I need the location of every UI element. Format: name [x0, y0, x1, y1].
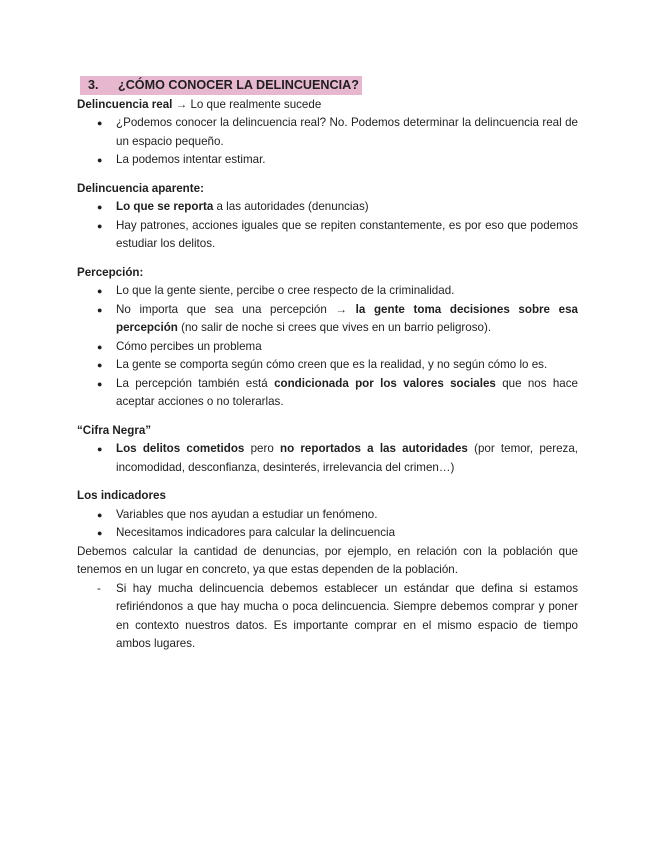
bullet-icon: ● [97, 444, 103, 454]
list-item-text: (no salir de noche si crees que vives en un barrio peligroso). [181, 321, 492, 334]
emphasis: Lo que se reporta [116, 200, 214, 213]
aparente-title: Delincuencia aparente: [77, 181, 204, 195]
section-number: 3. [88, 78, 99, 92]
indicadores-paragraph: Debemos calcular la cantidad de denuncias, por ejemplo, en relación con la población que tenemos en un lugar en concreto, ya que estas dependen de la población. [77, 544, 578, 576]
bullet-icon: ● [97, 220, 103, 231]
list-item [77, 114, 578, 151]
list-item-text: Lo que la gente siente, percibe o cree respecto de la criminalidad. [116, 284, 455, 297]
list-item-text: La podemos intentar estimar. [116, 153, 266, 166]
list-item [77, 301, 578, 338]
list-item-text: La gente se comporta según cómo creen que es la realidad, y no según cómo lo es. [116, 358, 548, 371]
emphasis: Los delitos cometidos [116, 442, 245, 455]
list-item [77, 151, 578, 170]
percepcion-title: Percepción: [77, 265, 144, 279]
list-item-text: Hay patrones, acciones iguales que se repiten constantemente, es por eso que podemos estudiar los delitos. [116, 218, 578, 250]
list-item-text: ¿Podemos conocer la delincuencia real? No. Podemos determinar la delincuencia real de un espacio pequeño. [116, 116, 578, 148]
list-item [77, 356, 578, 375]
real-list [77, 114, 578, 170]
emphasis: la gente toma decisiones sobre esa percepción [116, 302, 578, 334]
real-heading [77, 96, 578, 115]
emphasis: condicionada por los valores sociales [274, 376, 496, 390]
bullet-icon: ● [97, 360, 103, 370]
real-subtitle: Lo que realmente sucede [190, 97, 322, 111]
list-item [77, 506, 578, 525]
dash-list [77, 580, 578, 654]
emphasis: no reportados a las autoridades [280, 442, 468, 455]
list-item-text: Necesitamos indicadores para calcular la delincuencia [116, 526, 396, 539]
list-item [77, 580, 578, 654]
arrow-glyph: → [175, 97, 188, 111]
list-item [77, 217, 578, 254]
indicadores-list [77, 506, 578, 543]
dash-icon: - [97, 581, 101, 595]
list-item-text: Si hay mucha delincuencia debemos establecer un estándar que defina si estamos refiriéndonos a que hay mucha o poca delincuencia. Siempre debemos comprar y poner en contexto nuestros datos. Es importante comprar en el mismo espacio de tiempo ambos lugares. [116, 581, 578, 650]
bullet-icon: ● [97, 118, 103, 128]
cifra-list [77, 440, 578, 477]
section-title: ¿CÓMO CONOCER LA DELINCUENCIA? [118, 78, 359, 92]
list-item-text: Cómo percibes un problema [116, 339, 262, 353]
list-item [77, 375, 578, 412]
bullet-icon: ● [97, 202, 103, 212]
cifra-title: “Cifra Negra” [77, 423, 152, 437]
list-item-text: (por temor, pereza, incomodidad, desconfianza, desinterés, irrelevancia del crimen…) [116, 442, 578, 474]
list-item [77, 440, 578, 477]
aparente-list [77, 198, 578, 254]
section-heading [80, 76, 362, 95]
list-item-text: a las autoridades (denuncias) [216, 200, 369, 213]
bullet-icon: ● [97, 304, 103, 315]
bullet-icon: ● [97, 155, 103, 165]
list-item-text: La percepción también está [116, 376, 268, 390]
indicadores-title: Los indicadores [77, 489, 166, 502]
list-item [77, 524, 578, 543]
bullet-icon: ● [97, 378, 103, 389]
list-item-text: que nos hace aceptar acciones o no tolerarlas. [116, 376, 578, 408]
list-item [77, 198, 578, 217]
bullet-icon: ● [97, 286, 103, 296]
document-content [77, 76, 578, 654]
bullet-icon: ● [97, 528, 103, 538]
percepcion-list [77, 282, 578, 412]
list-item-text: pero [250, 442, 274, 455]
list-item [77, 282, 578, 301]
list-item-text: No importa que sea una percepción → [116, 302, 348, 316]
list-item-text: Variables que nos ayudan a estudiar un fenómeno. [116, 507, 378, 521]
list-item [77, 338, 578, 357]
bullet-icon: ● [97, 341, 103, 352]
bullet-icon: ● [97, 509, 103, 520]
real-title: Delincuencia real [77, 97, 173, 111]
